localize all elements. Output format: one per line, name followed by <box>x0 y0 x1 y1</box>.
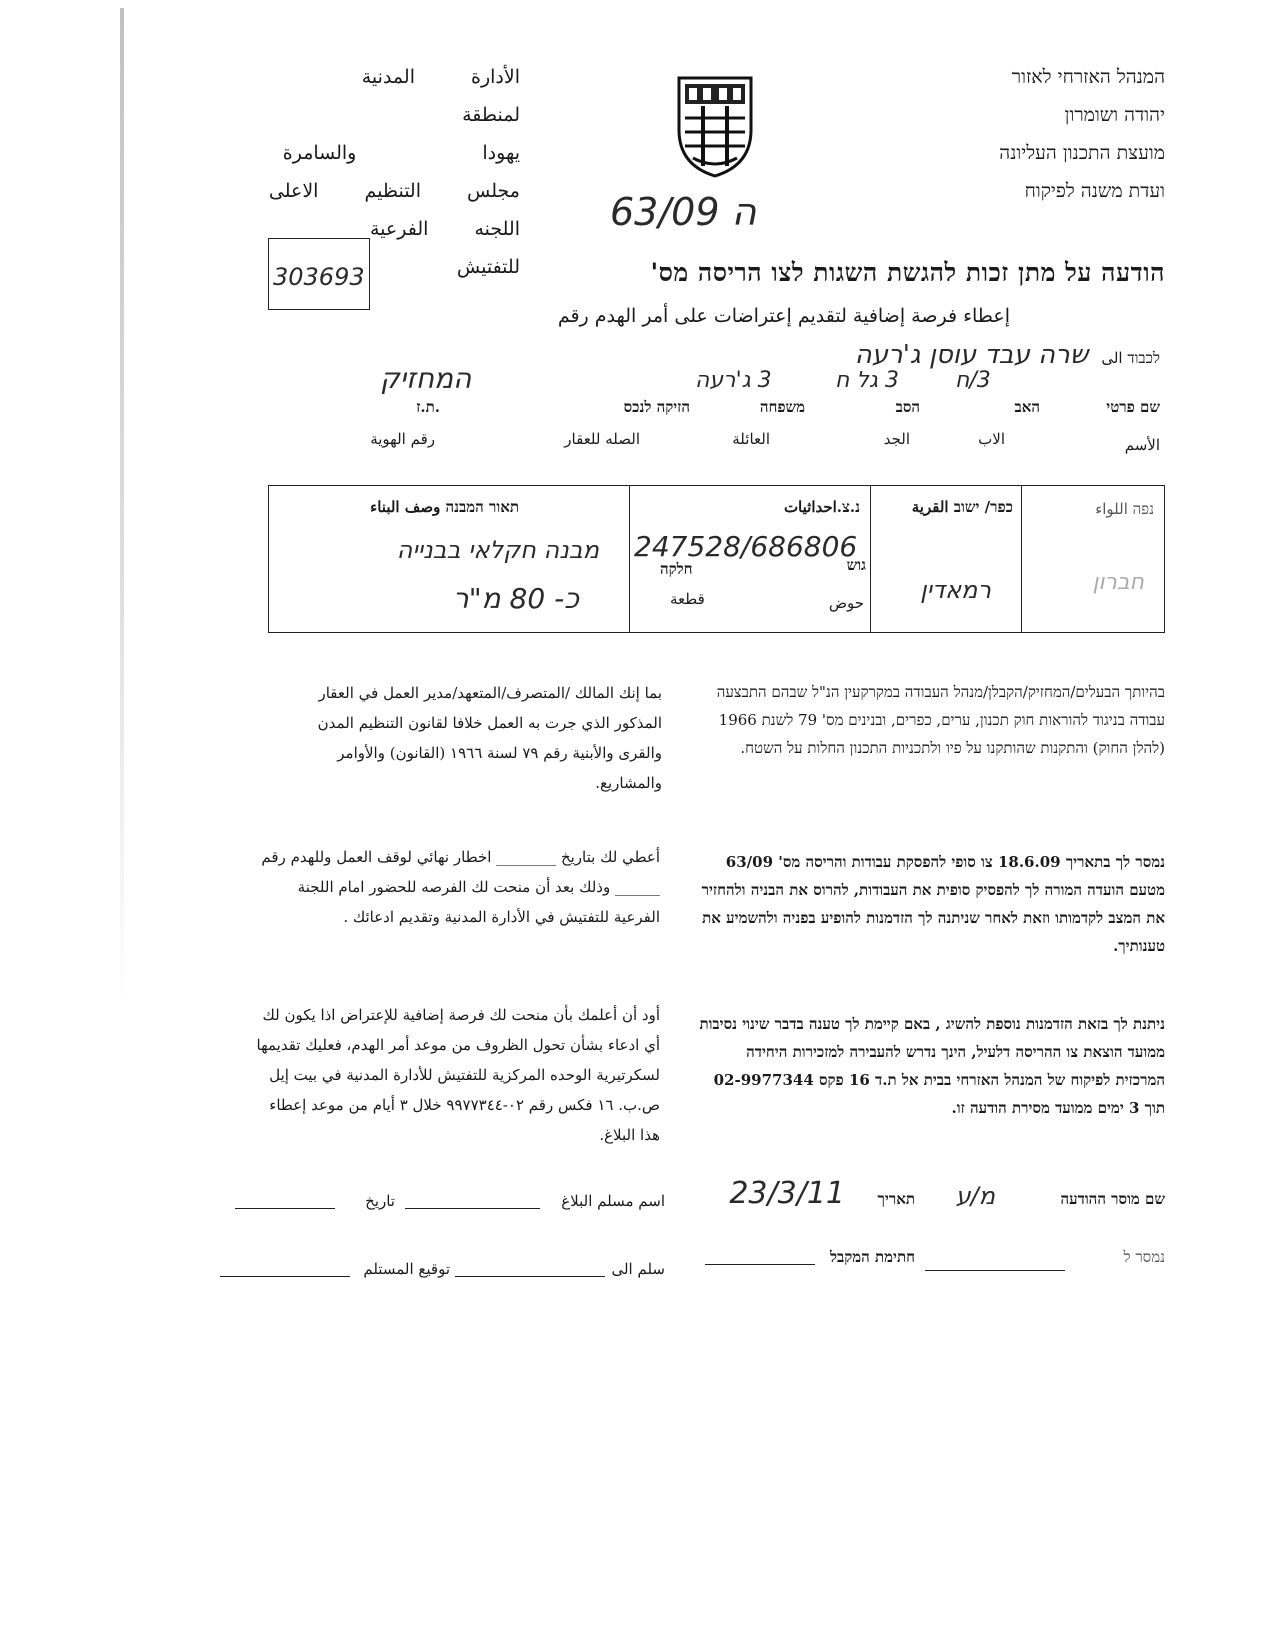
hebrew-authority-line: יהודה ושומרון <box>1064 104 1165 126</box>
hebrew-receiver-row <box>695 1240 1165 1276</box>
notice-title-hebrew: הודעה על מתן זכות להגשת השגות לצו הריסה מס' <box>650 258 1165 287</box>
delivered-to-label-ar: سلم الى <box>611 1260 665 1278</box>
receiver-signature-line-ar <box>220 1276 350 1277</box>
notice-deliverer-label: שם מוסר ההודעה <box>1060 1190 1165 1208</box>
qita-label: قطعة <box>670 590 705 608</box>
person-fields-hebrew <box>360 398 1160 420</box>
receiver-signature-line <box>705 1264 815 1265</box>
receiver-signature-scribble <box>925 1236 1065 1271</box>
hebrew-authority-line: ועדת משנה לפיקוח <box>1024 180 1165 202</box>
field-id-number: ת.ז. <box>416 398 440 416</box>
hebrew-authority-line: המנהל האזרחי לאזור <box>1011 66 1165 88</box>
deliverer-name-label: اسم مسلم البلاغ <box>561 1192 665 1210</box>
field-relation: הזיקה לנכס <box>623 398 690 416</box>
deliverer-date-label: تاريخ <box>365 1192 395 1210</box>
receiver-signature-label: חתימת המקבל <box>829 1248 915 1266</box>
arabic-receiver-row <box>220 1258 665 1288</box>
field-first-name-ar: الأسم <box>1124 436 1160 454</box>
village-value: רמאדין <box>920 576 991 604</box>
cell-coordinates <box>630 486 871 633</box>
field-id-number-ar: رقم الهوية <box>370 430 435 448</box>
scan-edge <box>120 8 124 1008</box>
hebrew-paragraph-3: ניתנת לך בזאת הזדמנות נוספת להשיג , באם קיימת לך טענה בדבר שינוי נסיבות ממועד הוצאת צו ההריסה דלעיל, הינך נדרש להעבירה למזכירות היחידה המרכזית לפיקוח של המנהל האזרחי בבית אל ת.ד 16 פקס 02-9977344 תוך 3 ימים ממועד מסירת הודעה זו. <box>699 1015 1165 1117</box>
hod-label: حوض <box>828 594 864 612</box>
handwritten-order-reference: ה 63/09 <box>610 190 757 234</box>
person-fields-arabic <box>360 430 1160 452</box>
arabic-authority-line: الأدارة المدنية لمنطقة <box>361 66 520 126</box>
notice-deliverer-signature: מ/ע <box>955 1182 995 1210</box>
hebrew-paragraph-2: נמסר לך בתאריך 18.6.09 צו סופי להפסקת עבודות והריסה מס' 63/09 מטעם הועדה המורה לך להפסיק סופית את העבודות, להרוס את הבניה ולהחזיר את המצב לקדמותו וזאת לאחר שניתנה לך הזדמנות להופיע בפניה ולהשמיע את טענותיך. <box>701 853 1165 955</box>
arabic-paragraph-2: أعطي لك بتاريخ ________ اخطار نهائي لوقف العمل وللهدم رقم ______ وذلك بعد أن منحت لك الفرصه للحضور امام اللجنة الفرعية للتفتيش في الأدارة المدنية وتقديم ادعائك . <box>261 848 660 926</box>
recipient-name: שרה עבד עוסן ג'רעה <box>854 340 1089 370</box>
recipient-label: לכבוד الى <box>1101 349 1160 367</box>
deliverer-name-line <box>405 1208 540 1209</box>
notice-title-arabic: إعطاء فرصة إضافية لتقديم إعتراضات على أمر الهدم رقم <box>557 305 1010 327</box>
boxed-file-number <box>268 238 370 310</box>
arabic-paragraph-1: بما إنك المالك /المتصرف/المتعهد/مدير العمل في العقار المذكور الذي جرت به العمل خلافا لقانون التنظيم المدن والقرى والأبنية رقم ٧٩ لسنة ١٩٦٦ (القانون) والأوامر والمشاريع. <box>317 684 662 792</box>
handwritten-value-father: 3/ח <box>955 368 991 393</box>
hebrew-signature-row <box>695 1176 1165 1218</box>
building-description-line2: כ- 80 מ"ר <box>452 582 579 615</box>
delivered-to-line <box>455 1276 605 1277</box>
recipient-row <box>460 340 1160 372</box>
parcel-label: חלקה <box>660 560 693 578</box>
field-father-ar: الاب <box>978 430 1005 448</box>
cell-village <box>871 486 1022 633</box>
handwritten-value-id: המחזיק <box>380 362 472 395</box>
field-first-name: שם פרטי <box>1106 398 1160 416</box>
property-info-table <box>268 485 1165 633</box>
handwritten-value-grandfather: 3 גל ח <box>835 368 899 393</box>
notice-date-value: 23/3/11 <box>729 1176 845 1211</box>
arabic-deliverer-row <box>235 1190 665 1220</box>
coordinates-label: נ.צ.احداثيات <box>783 498 860 516</box>
hebrew-authority-line: מועצת התכנון העליונה <box>999 142 1165 164</box>
district-label: נפה اللواء <box>1095 500 1154 518</box>
notice-date-label: תאריך <box>877 1190 915 1208</box>
receiver-signature-label-ar: توقيع المستلم <box>363 1260 450 1278</box>
village-label: כפר/ ישוב القرية <box>911 498 1013 516</box>
arabic-paragraph-3: أود أن أعلمك بأن منحت لك فرصة إضافية للإعتراض اذا يكون لك أي ادعاء بشأن تحول الظروف من موعد أمر الهدم، فعليك تقديمها لسكرتيرية الوحده المركزية للتفتيش للأدارة المدنية في بيت إيل ص.ب. ١٦ فكس رقم ٠٢-٩٩٧٧٣٤٤ خلال ٣ أيام من موعد إعطاء هذا البلاغ. <box>256 1006 660 1144</box>
field-father: האב <box>1014 398 1040 416</box>
field-grandfather: הסב <box>895 398 920 416</box>
field-family: משפחה <box>759 398 805 416</box>
hebrew-authority-header <box>905 58 1165 210</box>
field-relation-ar: الصله للعقار <box>564 430 640 448</box>
boxed-file-number-value: 303693 <box>273 263 365 291</box>
field-grandfather-ar: الجد <box>883 430 910 448</box>
cell-district <box>1022 486 1165 633</box>
handwritten-value-family: 3 ג'רעה <box>695 368 772 393</box>
block-label: גוש <box>846 556 866 574</box>
coordinates-value: 247528/686806 <box>634 530 858 563</box>
district-value: חברון <box>1092 570 1144 595</box>
building-description-line1: מבנה חקלאי בבנייה <box>396 536 599 564</box>
cell-building-description <box>269 486 630 633</box>
arabic-authority-line: اللجنه الفرعية للتفتيش <box>369 218 520 278</box>
civil-administration-emblem <box>675 70 755 180</box>
hebrew-paragraph-1: בהיותך הבעלים/המחזיק/הקבלן/מנהל העבודה במקרקעין הנ"ל שבהם התבצעה עבודה בניגוד להוראות חוק תכנון, ערים, כפרים, ובנינים מס' 79 לשנת 1966 (להלן החוק) והתקנות שהותקנו על פיו ולתכניות התכנון החלות על השטח. <box>716 683 1165 757</box>
field-family-ar: العائلة <box>732 430 770 448</box>
building-description-label: תאור המבנה وصف البناء <box>370 498 519 516</box>
arabic-authority-line: يهودا والسامرة <box>282 142 520 164</box>
arabic-authority-line: مجلس التنظيم الاعلى <box>268 180 520 202</box>
delivered-to-label: נמסר ל <box>1123 1248 1165 1266</box>
deliverer-date-line <box>235 1208 335 1209</box>
